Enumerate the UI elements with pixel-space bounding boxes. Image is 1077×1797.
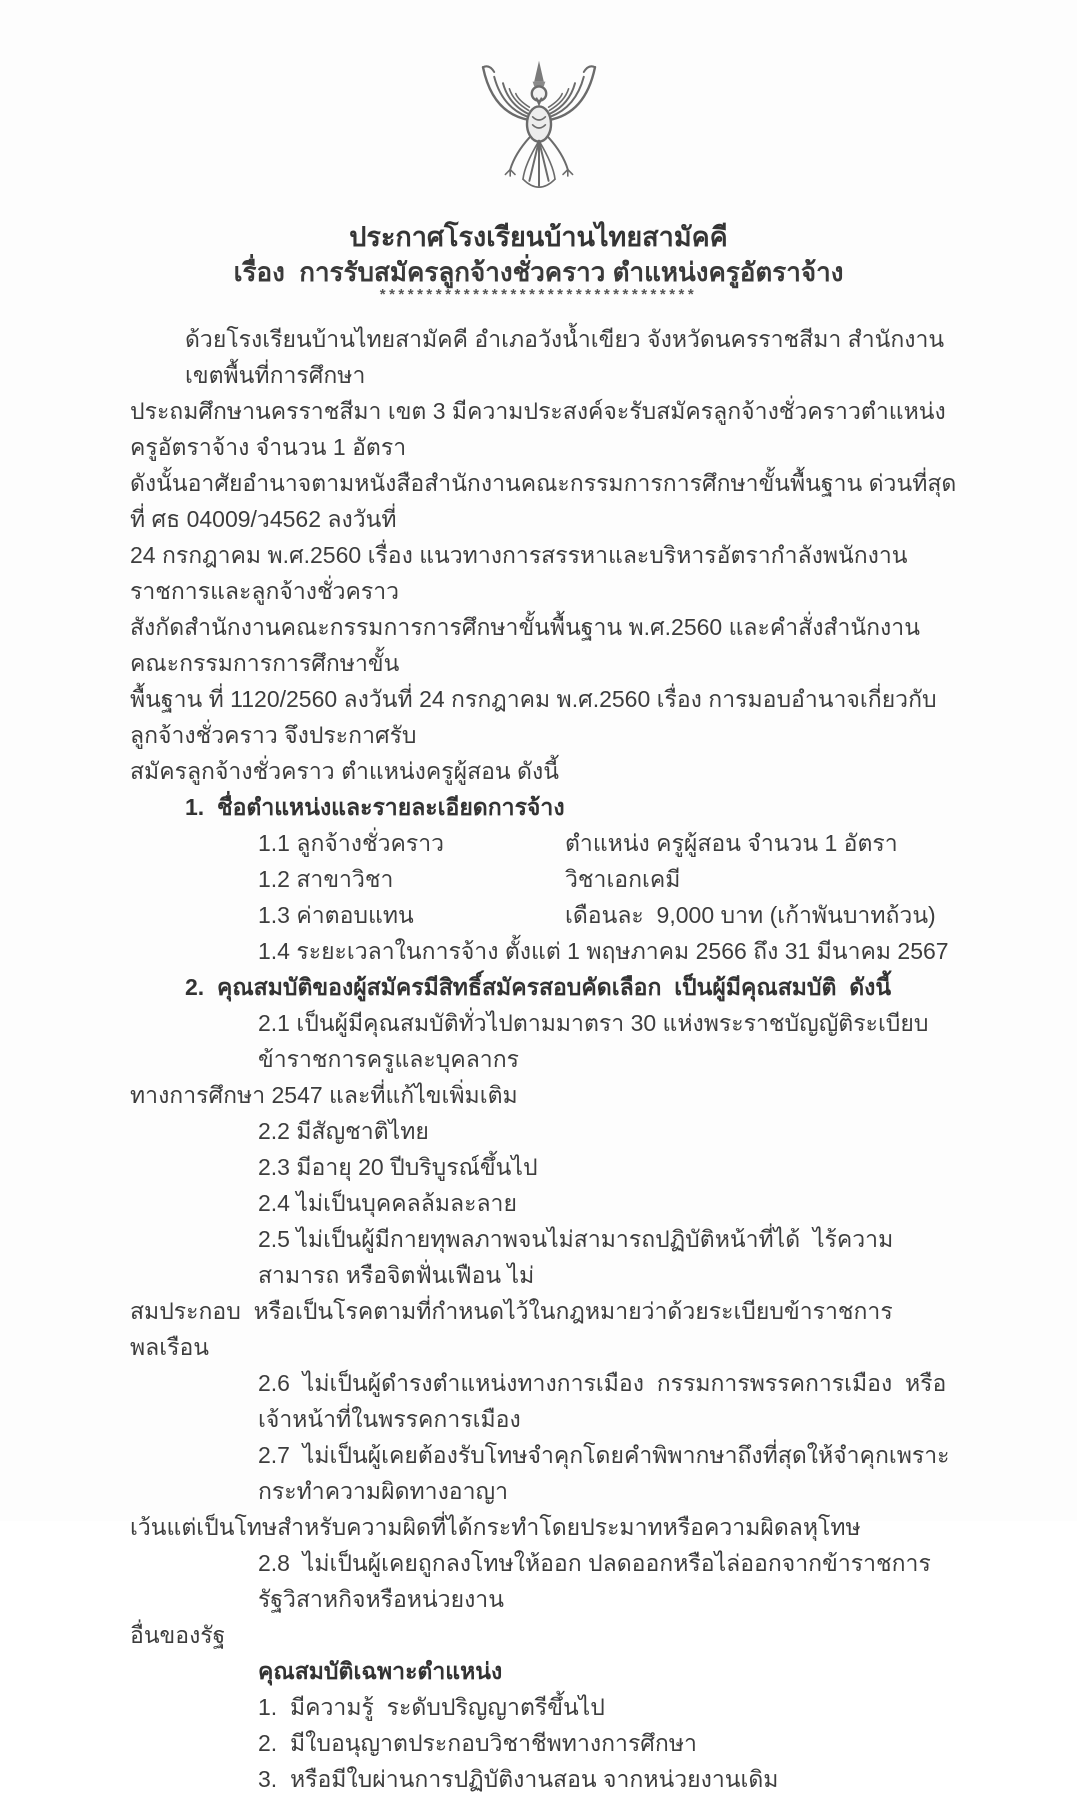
position-row-value: วิชาเอกเคมี bbox=[565, 866, 681, 892]
qualification-item: 2.8 ไม่เป็นผู้เคยถูกลงโทษให้ออก ปลดออกหรือไล่ออกจากข้าราชการ รัฐวิสาหกิจหรือหน่วยงาน bbox=[258, 1550, 944, 1612]
section1-heading: 1. ชื่อตำแหน่งและรายละเอียดการจ้าง bbox=[185, 794, 565, 820]
intro-line: 24 กรกฎาคม พ.ศ.2560 เรื่อง แนวทางการสรรหาและบริหารอัตรากำลังพนักงานราชการและลูกจ้างชั่วคราว bbox=[130, 542, 908, 604]
qualification-item: 2.1 เป็นผู้มีคุณสมบัติทั่วไปตามมาตรา 30 แห่งพระราชบัญญัติระเบียบข้าราชการครูและบุคลากร bbox=[258, 1010, 929, 1072]
position-row: 1.4 ระยะเวลาในการจ้าง ตั้งแต่ 1 พฤษภาคม 2566 ถึง 31 มีนาคม 2567 bbox=[258, 938, 949, 964]
qualification-item-continuation: อื่นของรัฐ bbox=[130, 1622, 226, 1648]
intro-line: ด้วยโรงเรียนบ้านไทยสามัคคี อำเภอวังน้ำเขียว จังหวัดนครราชสีมา สำนักงานเขตพื้นที่การศึกษา bbox=[185, 326, 945, 388]
qualification-item: 2.7 ไม่เป็นผู้เคยต้องรับโทษจำคุกโดยคำพิพากษาถึงที่สุดให้จำคุกเพราะกระทำความผิดทางอาญา bbox=[258, 1442, 950, 1504]
document-subject-line: เรื่อง การรับสมัครลูกจ้างชั่วคราว ตำแหน่งครูอัตราจ้าง bbox=[233, 257, 844, 287]
position-row bbox=[130, 825, 968, 861]
specific-qualification-item: 1. มีความรู้ ระดับปริญญาตรีขึ้นไป bbox=[258, 1694, 605, 1720]
intro-line: สมัครลูกจ้างชั่วคราว ตำแหน่งครูผู้สอน ดังนี้ bbox=[130, 758, 559, 784]
intro-line: ดังนั้นอาศัยอำนาจตามหนังสือสำนักงานคณะกรรมการการศึกษาขั้นพื้นฐาน ด่วนที่สุด ที่ ศธ 04009/ว4562 ลงวันที่ bbox=[130, 470, 963, 532]
position-row-label: 1.3 ค่าตอบแทน bbox=[258, 902, 414, 928]
position-row-value: เดือนละ 9,000 บาท (เก้าพันบาทถ้วน) bbox=[565, 902, 936, 928]
position-row-label: 1.2 สาขาวิชา bbox=[258, 866, 394, 892]
qualification-item: 2.3 มีอายุ 20 ปีบริบูรณ์ขึ้นไป bbox=[258, 1154, 538, 1180]
intro-line: สังกัดสำนักงานคณะกรรมการการศึกษาขั้นพื้นฐาน พ.ศ.2560 และคำสั่งสำนักงานคณะกรรมการการศึกษาขั้น bbox=[130, 614, 920, 676]
position-row-value: ตำแหน่ง ครูผู้สอน จำนวน 1 อัตรา bbox=[565, 830, 898, 856]
position-row bbox=[130, 861, 968, 897]
qualification-item: 2.5 ไม่เป็นผู้มีกายทุพลภาพจนไม่สามารถปฏิบัติหน้าที่ได้ ไร้ความสามารถ หรือจิตฟั่นเฟือน ไม่ bbox=[258, 1226, 894, 1288]
qualification-item-continuation: ทางการศึกษา 2547 และที่แก้ไขเพิ่มเติม bbox=[130, 1082, 518, 1108]
section2-heading: 2. คุณสมบัติของผู้สมัครมีสิทธิ์สมัครสอบคัดเลือก เป็นผู้มีคุณสมบัติ ดังนี้ bbox=[185, 974, 892, 1000]
qualification-item: 2.2 มีสัญชาติไทย bbox=[258, 1118, 429, 1144]
garuda-emblem-icon bbox=[449, 56, 629, 208]
specific-qualification-heading: คุณสมบัติเฉพาะตำแหน่ง bbox=[258, 1658, 503, 1684]
position-row-label: 1.1 ลูกจ้างชั่วคราว bbox=[258, 830, 445, 856]
intro-line: พื้นฐาน ที่ 1120/2560 ลงวันที่ 24 กรกฎาคม พ.ศ.2560 เรื่อง การมอบอำนาจเกี่ยวกับลูกจ้างชั่วคราว จึงประกาศรับ bbox=[130, 686, 937, 748]
asterisk-divider: ********************************** bbox=[379, 286, 698, 303]
qualification-item-continuation: สมประกอบ หรือเป็นโรคตามที่กำหนดไว้ในกฎหมายว่าด้วยระเบียบข้าราชการพลเรือน bbox=[130, 1298, 893, 1360]
qualification-item: 2.6 ไม่เป็นผู้ดำรงตำแหน่งทางการเมือง กรรมการพรรคการเมือง หรือเจ้าหน้าที่ในพรรคการเมือง bbox=[258, 1370, 947, 1432]
position-row bbox=[130, 897, 968, 933]
specific-qualification-item: 3. หรือมีใบผ่านการปฏิบัติงานสอน จากหน่วยงานเดิม bbox=[258, 1766, 779, 1792]
specific-qualification-item: 2. มีใบอนุญาตประกอบวิชาชีพทางการศึกษา bbox=[258, 1730, 697, 1756]
qualification-item-continuation: เว้นแต่เป็นโทษสำหรับความผิดที่ได้กระทำโดยประมาทหรือความผิดลหุโทษ bbox=[130, 1514, 861, 1540]
document-title: ประกาศโรงเรียนบ้านไทยสามัคคี bbox=[349, 222, 728, 252]
qualification-item: 2.4 ไม่เป็นบุคคลล้มละลาย bbox=[258, 1190, 517, 1216]
document-body bbox=[130, 321, 968, 1797]
intro-line: ประถมศึกษานครราชสีมา เขต 3 มีความประสงค์จะรับสมัครลูกจ้างชั่วคราวตำแหน่ง ครูอัตราจ้าง จำนวน 1 อัตรา bbox=[130, 398, 953, 460]
